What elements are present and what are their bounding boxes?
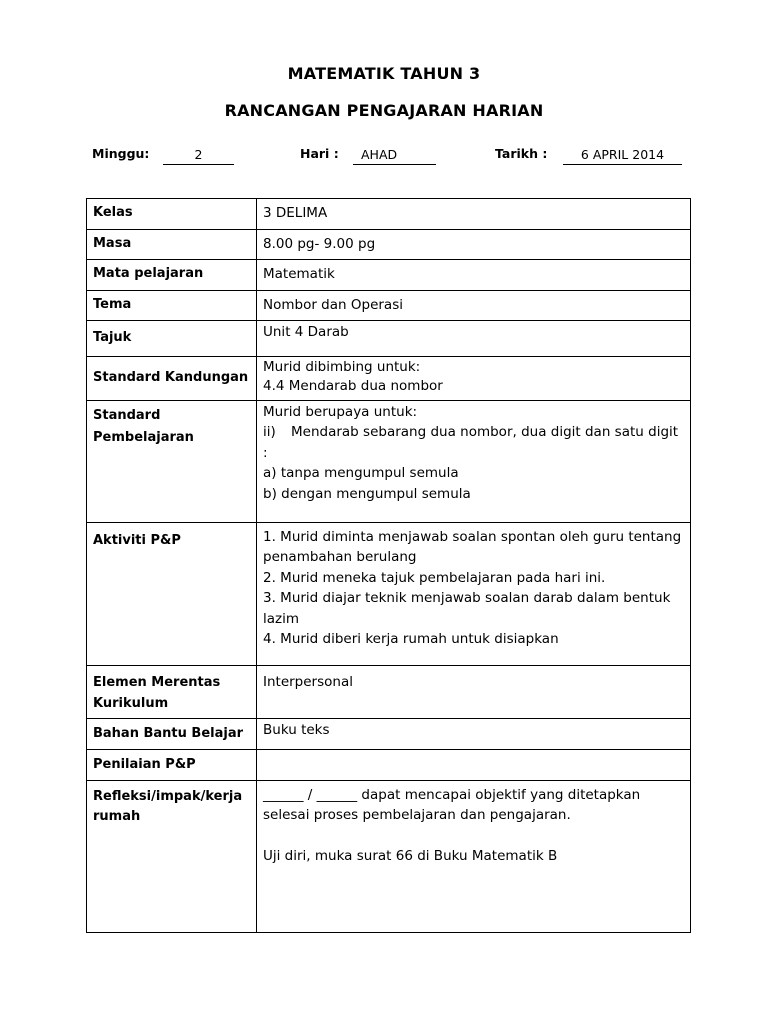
table-row-kelas: [87, 199, 691, 230]
penilaian-label: Penilaian P&P: [87, 750, 257, 781]
standard-pembelajaran-line: a) tanpa mengumpul semula: [263, 465, 459, 482]
standard-pembelajaran-line: [263, 422, 684, 463]
aktiviti-value: [257, 523, 691, 666]
hari-value: AHAD: [353, 146, 436, 165]
table-row-penilaian: [87, 750, 691, 781]
refleksi-label-line: Refleksi/impak/kerja: [93, 789, 243, 804]
standard-pembelajaran-label: [87, 401, 257, 523]
masa-label: Masa: [87, 230, 257, 260]
minggu-label: Minggu:: [92, 146, 150, 161]
table-row-standard-pembelajaran: [87, 401, 691, 523]
table-row-bahan: [87, 719, 691, 750]
standard-pembelajaran-label-line: Pembelajaran: [93, 430, 194, 445]
tema-label: Tema: [87, 291, 257, 321]
elemen-label-line: Elemen Merentas: [93, 675, 221, 690]
refleksi-label: [87, 781, 257, 933]
masa-value: 8.00 pg- 9.00 pg: [257, 230, 691, 260]
elemen-label: [87, 666, 257, 719]
aktiviti-line: 3. Murid diajar teknik menjawab soalan darab dalam bentuk lazim: [263, 590, 671, 627]
refleksi-value: [257, 781, 691, 933]
bahan-label: Bahan Bantu Belajar: [87, 719, 257, 750]
refleksi-spacer: [263, 826, 684, 846]
standard-pembelajaran-line: Murid berupaya untuk:: [263, 404, 418, 420]
aktiviti-label: Aktiviti P&P: [87, 523, 257, 666]
table-row-aktiviti: [87, 523, 691, 666]
table-row-tema: [87, 291, 691, 321]
standard-pembelajaran-label-line: Standard: [93, 408, 161, 423]
refleksi-label-line: rumah: [93, 809, 141, 824]
document-title: MATEMATIK TAHUN 3: [287, 64, 481, 83]
minggu-value: 2: [163, 146, 234, 165]
aktiviti-line: 2. Murid meneka tajuk pembelajaran pada hari ini.: [263, 569, 606, 586]
standard-kandungan-line: 4.4 Mendarab dua nombor: [263, 378, 443, 394]
tarikh-label: Tarikh :: [495, 146, 548, 161]
kelas-value: 3 DELIMA: [257, 199, 691, 230]
table-row-standard-kandungan: [87, 357, 691, 401]
standard-pembelajaran-item: Mendarab sebarang dua nombor, dua digit dan satu digit :: [263, 424, 679, 461]
tarikh-value: 6 APRIL 2014: [563, 146, 682, 165]
aktiviti-line: 1. Murid diminta menjawab soalan spontan oleh guru tentang penambahan berulang: [263, 529, 682, 566]
hari-label: Hari :: [300, 146, 339, 161]
tajuk-label: Tajuk: [87, 321, 257, 357]
mata-pelajaran-value: Matematik: [257, 260, 691, 291]
standard-kandungan-value: [257, 357, 691, 401]
mata-pelajaran-label: Mata pelajaran: [87, 260, 257, 291]
table-row-mata-pelajaran: [87, 260, 691, 291]
refleksi-line: ______ / ______ dapat mencapai objektif yang ditetapkan selesai proses pembelajaran dan pengajaran.: [263, 787, 641, 824]
roman-numeral-prefix: ii): [263, 424, 276, 441]
standard-pembelajaran-value: [257, 401, 691, 523]
table-row-masa: [87, 230, 691, 260]
meta-line: [0, 146, 768, 166]
table-row-tajuk: [87, 321, 691, 357]
table-row-elemen: [87, 666, 691, 719]
kelas-label: Kelas: [87, 199, 257, 230]
document-subtitle: RANCANGAN PENGAJARAN HARIAN: [224, 101, 544, 120]
aktiviti-line: 4. Murid diberi kerja rumah untuk disiapkan: [263, 631, 559, 648]
bahan-value: Buku teks: [257, 719, 691, 750]
table-row-refleksi: [87, 781, 691, 933]
elemen-value: Interpersonal: [257, 666, 691, 719]
lesson-plan-table: [86, 198, 691, 933]
standard-kandungan-line: Murid dibimbing untuk:: [263, 359, 421, 375]
elemen-label-line: Kurikulum: [93, 696, 169, 711]
tema-value: Nombor dan Operasi: [257, 291, 691, 321]
refleksi-line: Uji diri, muka surat 66 di Buku Matematik B: [263, 847, 558, 864]
tajuk-value: Unit 4 Darab: [257, 321, 691, 357]
standard-kandungan-label: Standard Kandungan: [87, 357, 257, 401]
standard-pembelajaran-line: b) dengan mengumpul semula: [263, 485, 471, 502]
penilaian-value: [257, 750, 691, 781]
